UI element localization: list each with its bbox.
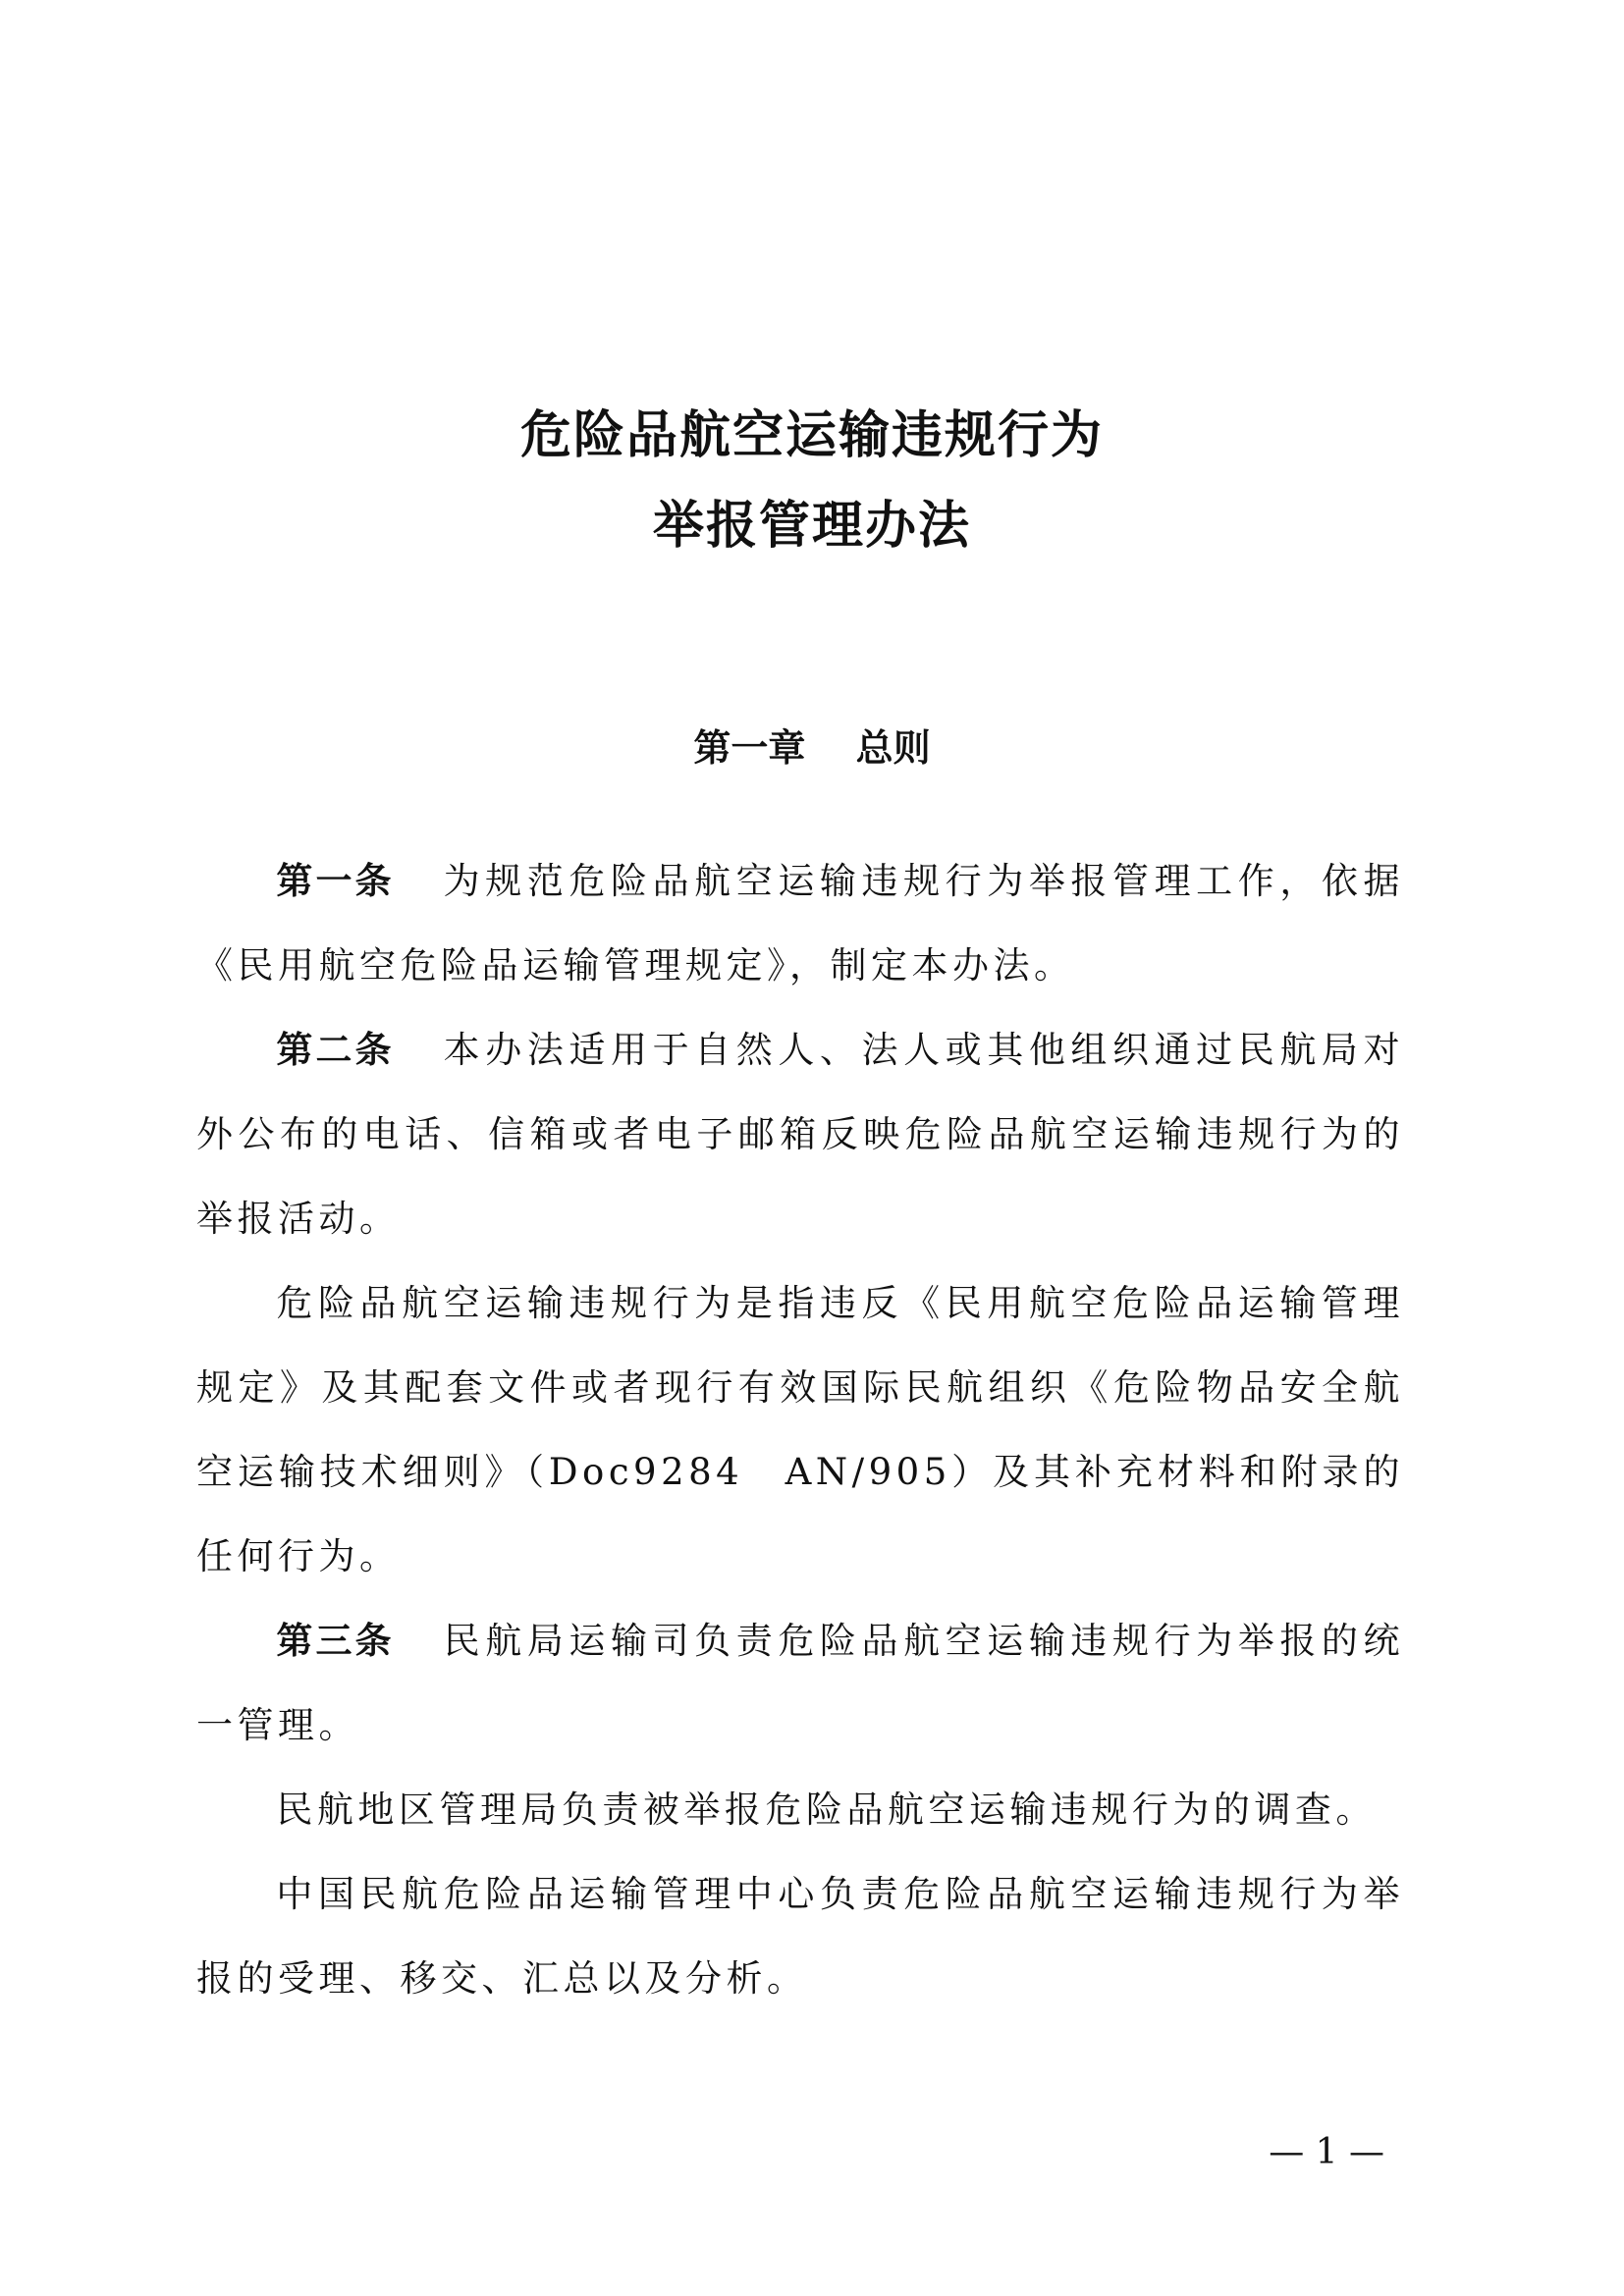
paragraph-article-3 (196, 1599, 1404, 1768)
document-title-line-1: 危险品航空运输违规行为 (519, 405, 1104, 465)
article-label: 第三条 (276, 1620, 395, 1662)
paragraph-article-1 (196, 839, 1404, 1008)
document-body (196, 839, 1404, 2021)
paragraph-text: 民航地区管理局负责被举报危险品航空运输违规行为的调查。 (276, 1789, 1377, 1831)
paragraph-text: 为规范危险品航空运输违规行为举报管理工作，依据《民用航空危险品运输管理规定》，制定本办法。 (196, 860, 1405, 987)
article-label: 第一条 (276, 860, 395, 902)
article-label: 第二条 (276, 1029, 395, 1071)
document-title-line-2: 举报管理办法 (652, 496, 971, 556)
paragraph-article-2 (196, 1008, 1404, 1261)
paragraph-management-center (196, 1852, 1404, 2021)
paragraph-definition (196, 1261, 1404, 1599)
paragraph-text: 民航局运输司负责危险品航空运输违规行为举报的统一管理。 (196, 1620, 1405, 1746)
paragraph-text: 本办法适用于自然人、法人或其他组织通过民航局对外公布的电话、信箱或者电子邮箱反映危险品航空运输违规行为的举报活动。 (196, 1029, 1405, 1240)
chapter-heading: 第一章 总则 (693, 725, 931, 770)
paragraph-text: 危险品航空运输违规行为是指违反《民用航空危险品运输管理规定》及其配套文件或者现行有效国际民航组织《危险物品安全航空运输技术细则》（Doc9284 AN/905）及其补充材料和附录的任何行为。 (196, 1282, 1404, 1577)
paragraph-regional-bureau (196, 1768, 1404, 1852)
paragraph-text: 中国民航危险品运输管理中心负责危险品航空运输违规行为举报的受理、移交、汇总以及分析。 (196, 1873, 1404, 2000)
page-number: — 1 — (1269, 2132, 1384, 2172)
